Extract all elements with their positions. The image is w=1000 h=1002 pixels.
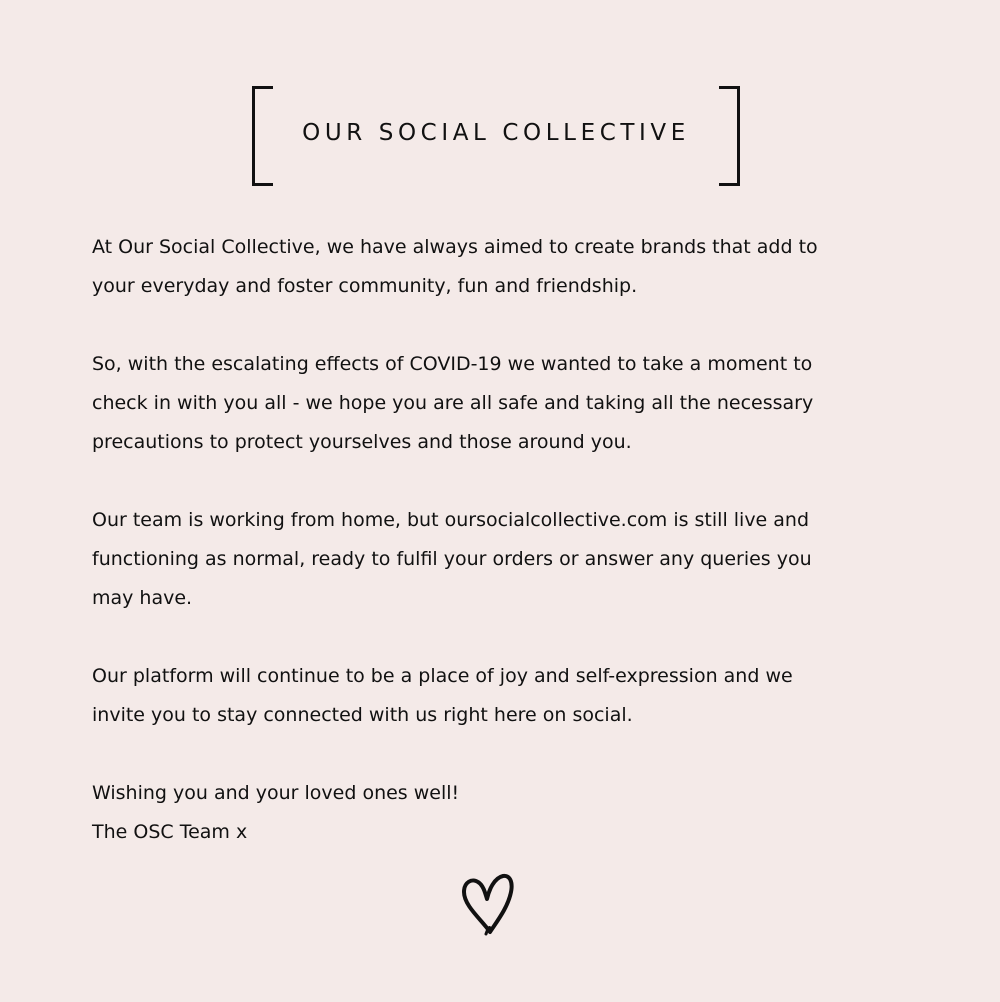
paragraph-line: Our team is working from home, but oursocialcollective.com is still live and — [92, 509, 810, 531]
paragraph-covid — [92, 345, 932, 462]
brand-logo — [252, 86, 740, 184]
paragraph-line: check in with you all - we hope you are all safe and taking all the necessary — [92, 392, 814, 414]
paragraph-platform — [92, 657, 932, 735]
heart-icon — [460, 872, 516, 936]
paragraph-line: functioning as normal, ready to fulfil your orders or answer any queries you — [92, 548, 812, 570]
paragraph-intro — [92, 228, 932, 306]
paragraph-line: At Our Social Collective, we have always aimed to create brands that add to — [92, 236, 818, 258]
paragraph-line: So, with the escalating effects of COVID-19 we wanted to take a moment to — [92, 353, 813, 375]
paragraph-line: may have. — [92, 587, 193, 609]
logo-right-bracket — [719, 86, 740, 186]
signoff-team: The OSC Team x — [92, 821, 248, 843]
paragraph-line: precautions to protect yourselves and those around you. — [92, 431, 632, 453]
paragraph-line: your everyday and foster community, fun and friendship. — [92, 275, 638, 297]
paragraph-team — [92, 501, 932, 618]
signoff — [92, 774, 932, 852]
paragraph-line: invite you to stay connected with us right here on social. — [92, 704, 633, 726]
signoff-wishes: Wishing you and your loved ones well! — [92, 782, 460, 804]
logo-text: OUR SOCIAL COLLECTIVE — [302, 120, 690, 146]
paragraph-line: Our platform will continue to be a place of joy and self-expression and we — [92, 665, 793, 687]
message-body — [92, 228, 932, 852]
